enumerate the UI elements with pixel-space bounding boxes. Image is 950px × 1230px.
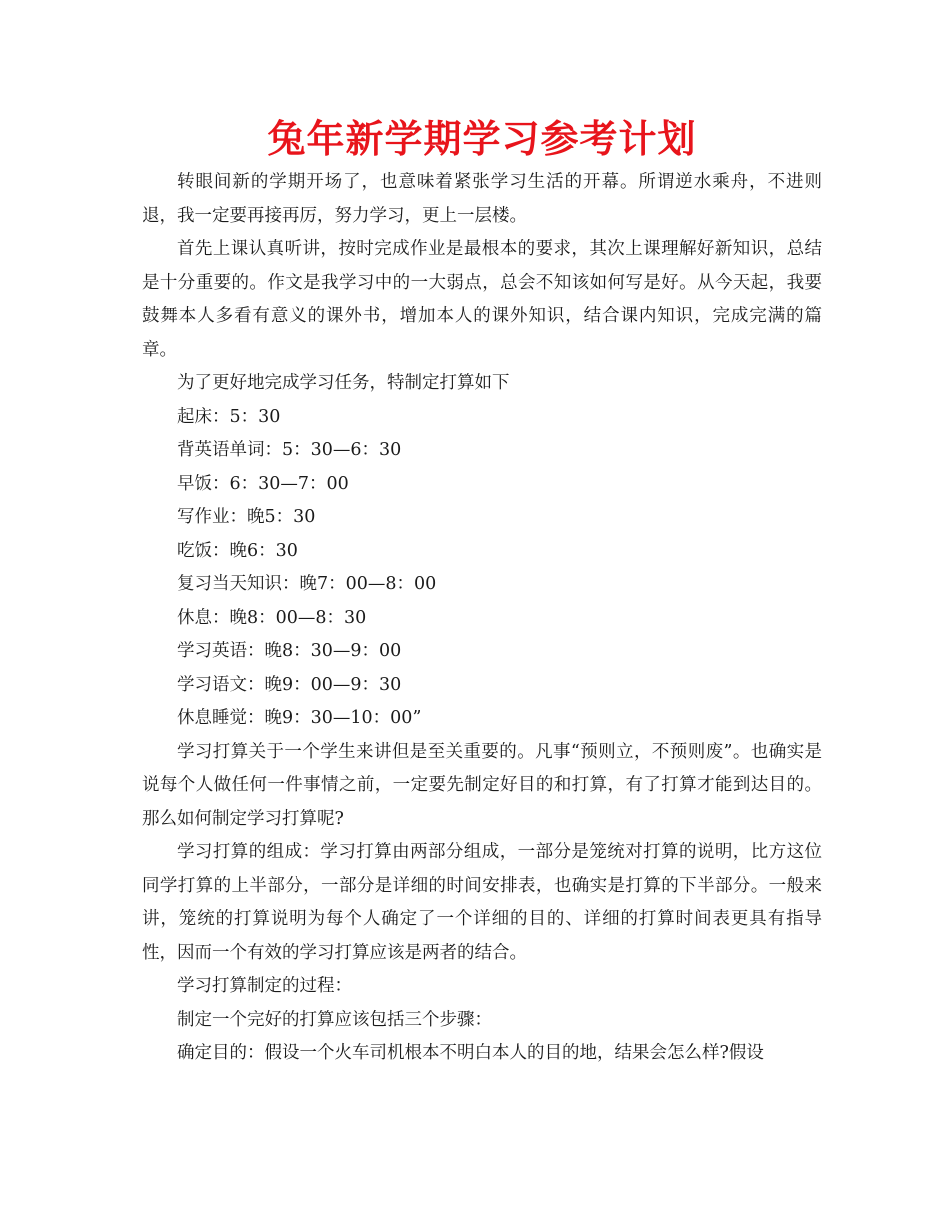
- schedule-item: 写作业：晚5：30: [177, 507, 316, 527]
- schedule-item: 休息：晚8：00—8：30: [177, 607, 367, 628]
- schedule-item: 早饭：6：30—7：00: [177, 473, 349, 494]
- composition-paragraph: 学习打算的组成：学习打算由两部分组成，一部分是笼统对打算的说明，比方这位同学打算的上半部分，一部分是详细的时间安排表，也确实是打算的下半部分。一般来讲，笼统的打算说明为每个人确定了一个详细的目的、详细的打算时间表更具有指导性，因而一个有效的学习打算应该是两者的结合。: [142, 842, 822, 963]
- process-heading: 学习打算制定的过程：: [177, 976, 352, 996]
- importance-paragraph: 学习打算关于一个学生来讲但是至关重要的。凡事“预则立，不预则废”。也确实是说每个人做任何一件事情之前，一定要先制定好目的和打算，有了打算才能到达目的。那么如何制定学习打算呢?: [142, 741, 822, 829]
- intro-paragraph: 转眼间新的学期开场了，也意味着紧张学习生活的开幕。所谓逆水乘舟，不进则退，我一定要再接再厉，努力学习，更上一层楼。: [142, 172, 822, 226]
- steps-intro: 制定一个完好的打算应该包括三个步骤：: [177, 1009, 492, 1030]
- schedule-item: 休息睡觉：晚9：30—10：00”: [177, 708, 422, 728]
- schedule-item: 学习语文：晚9：00—9：30: [177, 674, 402, 695]
- study-method-paragraph: 首先上课认真听讲，按时完成作业是最根本的要求，其次上课理解好新知识，总结是十分重要的。作文是我学习中的一大弱点，总会不知该如何写是好。从今天起，我要鼓舞本人多看有意义的课外书，增加本人的课外知识，结合课内知识，完成完满的篇章。: [142, 239, 822, 360]
- goal-paragraph: 确定目的：假设一个火车司机根本不明白本人的目的地，结果会怎么样?假设: [177, 1043, 764, 1063]
- schedule-item: 起床：5：30: [177, 406, 281, 427]
- document-title: 兔年新学期学习参考计划: [267, 117, 697, 161]
- schedule-item: 吃饭：晚6：30: [177, 540, 298, 561]
- document-page: [142, 112, 822, 1071]
- schedule-item: 复习当天知识：晚7：00—8：00: [177, 574, 437, 594]
- schedule-item: 背英语单词：5：30—6：30: [177, 440, 402, 460]
- schedule-intro: 为了更好地完成学习任务，特制定打算如下: [177, 373, 510, 393]
- document-body: [142, 166, 822, 1071]
- schedule-item: 学习英语：晚8：30—9：00: [177, 641, 402, 661]
- schedule-list: [142, 401, 822, 736]
